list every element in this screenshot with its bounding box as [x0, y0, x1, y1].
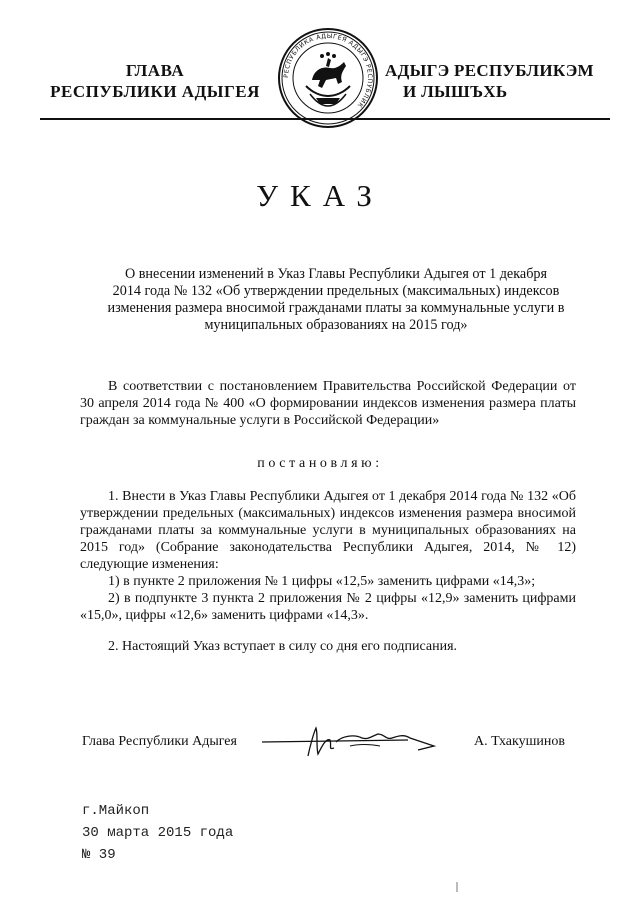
document-title: УКАЗ	[256, 178, 384, 213]
subject-line: изменения размера вносимой гражданами платы за коммунальные услуги в	[107, 300, 565, 316]
scan-mark	[456, 882, 458, 892]
item-1-subitem-2: 2) в подпункте 3 пункта 2 приложения № 2 цифры «12,9» заменить цифрами «15,0», цифры «12,6» заменить цифрами «14,3».	[80, 591, 576, 623]
header-left-line1: ГЛАВА	[125, 61, 185, 80]
header-left	[40, 60, 270, 102]
footer	[82, 800, 233, 866]
coat-of-arms-icon	[276, 26, 380, 130]
preamble: В соответствии с постановлением Правительства Российской Федерации от 30 апреля 2014 года № 400 «О формировании индексов изменения размера платы граждан за коммунальные услуги в Российской Федерации»	[80, 379, 576, 428]
emblem-ring-text: РЕСПУБЛИКА АДЫГЕЯ АДЫГЭ РЕСПУБЛИК	[282, 32, 374, 109]
header-right-line1: АДЫГЭ РЕСПУБЛИКЭМ	[385, 61, 594, 80]
header-rule	[40, 118, 610, 120]
header-left-line2: РЕСПУБЛИКИ АДЫГЕЯ	[50, 82, 260, 101]
header-right-line2: И ЛЫШЪХЬ	[403, 82, 508, 101]
footer-city: г.Майкоп	[82, 803, 150, 819]
footer-number: № 39	[82, 847, 116, 863]
header-right	[385, 60, 615, 102]
footer-date: 30 марта 2015 года	[82, 825, 234, 841]
handwritten-signature-icon	[258, 720, 448, 760]
item-1-subitem-1: 1) в пункте 2 приложения № 1 цифры «12,5» заменить цифрами «14,3»;	[108, 574, 536, 589]
subject-line: 2014 года № 132 «Об утверждении предельных (максимальных) индексов	[112, 283, 560, 299]
decree-word: постановляю:	[257, 456, 383, 471]
decree-subject	[86, 266, 586, 334]
signatory-name: А. Тхакушинов	[474, 734, 565, 749]
subject-line: муниципальных образованиях на 2015 год»	[204, 317, 468, 333]
decree-body	[80, 488, 576, 655]
item-2: 2. Настоящий Указ вступает в силу со дня его подписания.	[108, 639, 458, 654]
signatory-position: Глава Республики Адыгея	[82, 734, 237, 749]
subject-line: О внесении изменений в Указ Главы Республики Адыгея от 1 декабря	[124, 266, 548, 282]
item-1: 1. Внести в Указ Главы Республики Адыгея от 1 декабря 2014 года № 132 «Об утверждении предельных (максимальных) индексов изменения размера вносимой гражданами платы за коммунальные услуги в муниципальных образованиях на 2015 год» (Собрание законодательства Республики Адыгея, 2014, № 12) следующие изменения:	[80, 489, 576, 572]
